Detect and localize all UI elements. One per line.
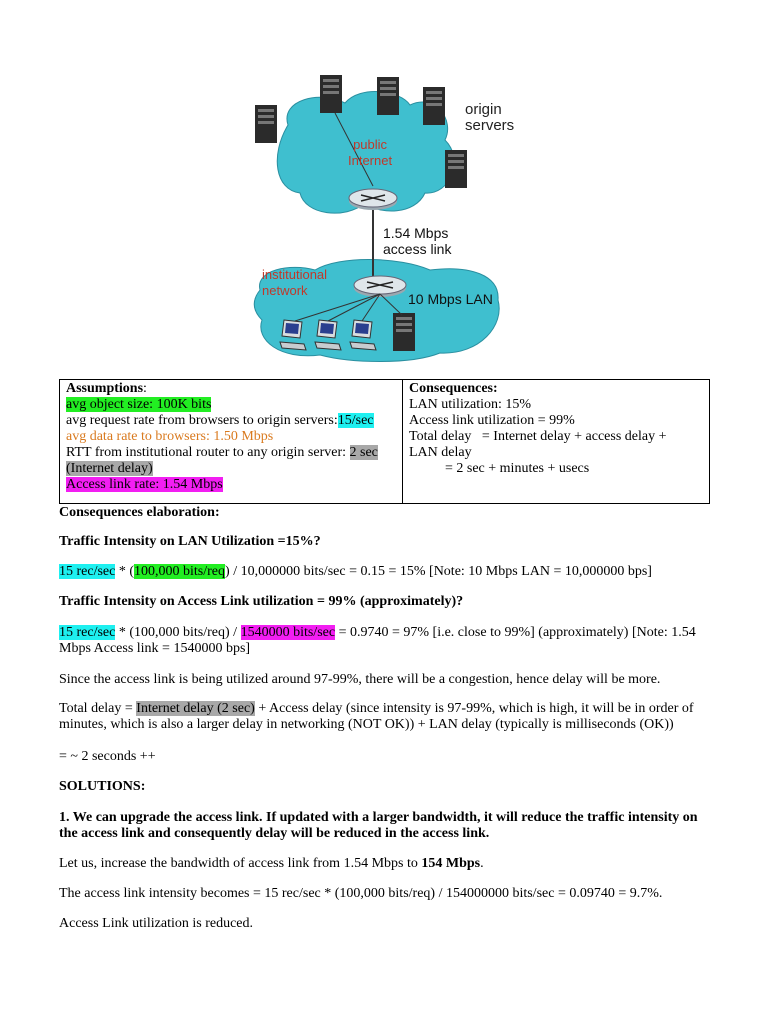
access-rate: Access link rate: 1.54 Mbps	[66, 477, 223, 492]
consequences-cell: Consequences: LAN utilization: 15% Access link utilization = 99% Total delay = Internet delay + access delay + LAN delay = 2 sec + minutes + usecs	[403, 380, 710, 504]
utilization-reduced: Access Link utilization is reduced.	[59, 916, 253, 931]
elaboration-heading: Consequences elaboration:	[59, 505, 220, 520]
internet-router	[349, 189, 397, 210]
assumptions-heading: Assumptions	[66, 381, 144, 396]
server-icon	[445, 150, 467, 188]
request-rate-value: 15/sec	[337, 413, 374, 428]
access-intensity-calc: 15 rec/sec * (100,000 bits/req) / 1540000 bits/sec = 0.9740 = 97% [i.e. close to 99%] (approximately) [Note: 1.54 Mbps Access link = 1540000 bps]	[59, 625, 696, 656]
consequences-heading: Consequences:	[409, 381, 498, 396]
lan-intensity-title: Traffic Intensity on LAN Utilization =15%?	[59, 534, 321, 549]
solution-1: 1. We can upgrade the access link. If updated with a larger bandwidth, it will reduce the traffic intensity on the access link and consequently delay will be reduced in the access link.	[59, 810, 698, 841]
rtt-value: 2 sec	[349, 445, 378, 460]
server-icon	[377, 77, 399, 115]
assumptions-cell: Assumptions: avg object size: 100K bits avg request rate from browsers to origin servers:15/sec avg data rate to browsers: 1.50 Mbps RTT from institutional router to any origin server: 2 sec (Internet delay) Access link rate: 1.54 Mbps	[60, 380, 403, 504]
server-icon	[423, 87, 445, 125]
lan-label: 10 Mbps LAN	[408, 291, 493, 307]
network-diagram	[240, 65, 535, 365]
access-intensity-title: Traffic Intensity on Access Link utilization = 99% (approximately)?	[59, 594, 464, 609]
server-icon	[393, 313, 415, 351]
solutions-heading: SOLUTIONS:	[59, 779, 146, 794]
total-delay-paragraph: Total delay = Internet delay (2 sec) + Access delay (since intensity is 97-99%, which is high, it will be in order of minutes, which is also a larger delay in networking (NOT OK)) + LAN delay (typically is milliseconds (OK))	[59, 701, 694, 732]
origin-servers-label: origin servers	[465, 101, 515, 134]
new-intensity: The access link intensity becomes = 15 rec/sec * (100,000 bits/req) / 154000000 bits/sec = 0.09740 = 9.7%.	[59, 886, 663, 901]
access-link-label: 1.54 Mbps access link	[383, 225, 452, 257]
server-icon	[320, 75, 342, 113]
server-icon	[255, 105, 277, 143]
congestion-paragraph: Since the access link is being utilized around 97-99%, there will be a congestion, hence delay will be more.	[59, 672, 661, 687]
approx-delay: = ~ 2 seconds ++	[59, 749, 156, 764]
public-internet-label: public Internet	[348, 137, 393, 168]
institutional-router	[354, 276, 406, 297]
object-size: avg object size: 100K bits	[66, 397, 212, 412]
data-rate: avg data rate to browsers: 1.50 Mbps	[66, 429, 274, 444]
assumptions-table	[59, 379, 710, 504]
institutional-network-label: institutional network	[262, 267, 328, 298]
increase-bandwidth: Let us, increase the bandwidth of access link from 1.54 Mbps to 154 Mbps.	[59, 856, 484, 871]
lan-intensity-calc: 15 rec/sec * (100,000 bits/req) / 10,000000 bits/sec = 0.15 = 15% [Note: 10 Mbps LAN = 10,000000 bps]	[59, 564, 652, 579]
